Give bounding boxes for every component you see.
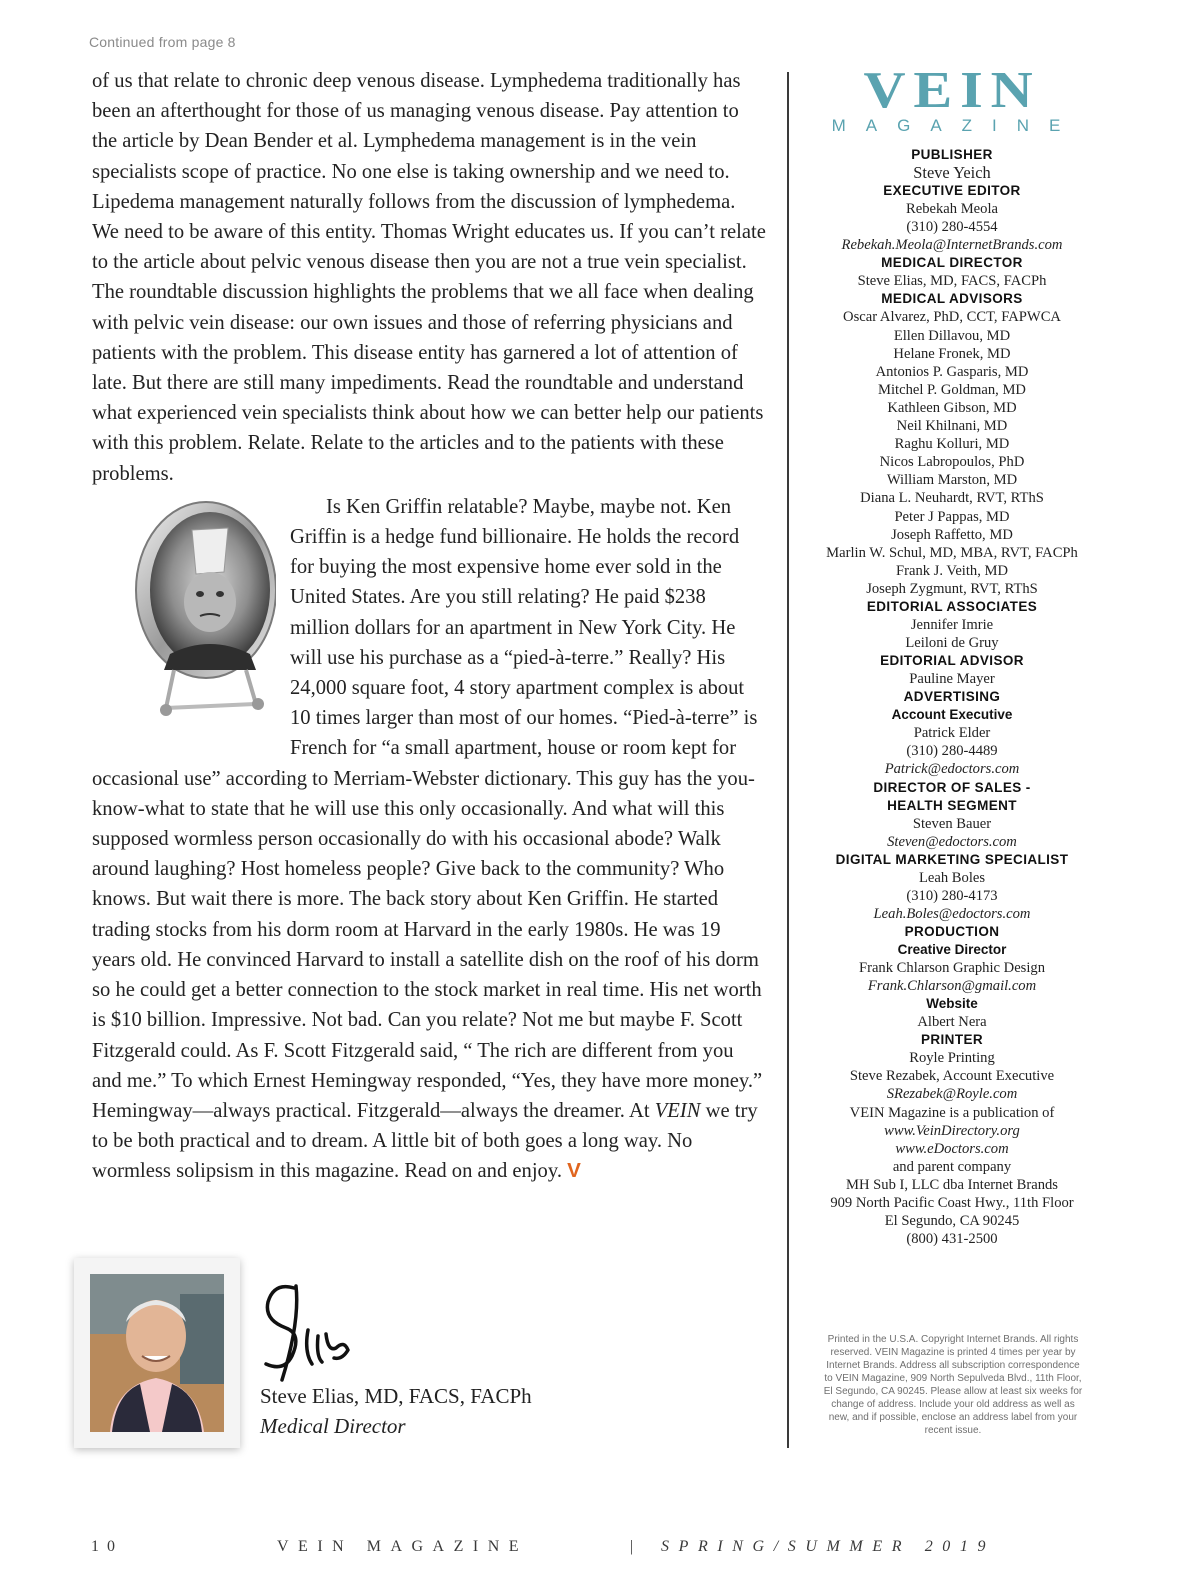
signoff-block	[74, 1258, 594, 1458]
advisor-name: Mitchel P. Goldman, MD	[878, 381, 1026, 398]
printer-contact: Steve Rezabek, Account Executive	[849, 1068, 1055, 1085]
footer-separator: |	[630, 1538, 634, 1555]
company-address-1: 909 North Pacific Coast Hwy., 11th Floor	[830, 1195, 1074, 1212]
advisor-name: Kathleen Gibson, MD	[887, 399, 1017, 416]
advisor-name: Oscar Alvarez, PhD, CCT, FAPWCA	[843, 309, 1061, 326]
med-director-heading: MEDICAL DIRECTOR	[881, 255, 1023, 271]
advisor-name: Joseph Zygmunt, RVT, RThS	[866, 580, 1038, 597]
company-name: MH Sub I, LLC dba Internet Brands	[846, 1176, 1058, 1193]
advisor-name: Helane Fronek, MD	[893, 345, 1011, 362]
exec-editor-email: Rebekah.Meola@InternetBrands.com	[841, 237, 1063, 254]
digital-phone: (310) 280-4173	[906, 887, 998, 904]
exec-editor-heading: EXECUTIVE EDITOR	[883, 183, 1021, 199]
printer-heading: PRINTER	[920, 1032, 984, 1048]
digital-email: Leah.Boles@edoctors.com	[873, 905, 1031, 922]
account-exec-email: Patrick@edoctors.com	[884, 761, 1020, 778]
creative-name: Frank Chlarson Graphic Design	[858, 960, 1046, 976]
masthead	[818, 62, 1086, 1248]
advisor-name: Ellen Dillavou, MD	[893, 327, 1011, 344]
exec-editor-phone: (310) 280-4554	[906, 219, 998, 236]
account-exec-phone: (310) 280-4489	[906, 743, 998, 760]
creative-email: Frank.Chlarson@gmail.com	[867, 978, 1037, 995]
advisor-name: Antonios P. Gasparis, MD	[875, 363, 1029, 380]
article-paragraph-2-end: we try to be both practical and to dream. A little bit of both goes a long way. No wormless solipsism in this magazine. Read on and enjoy.	[92, 1099, 758, 1183]
signature-image	[256, 1272, 366, 1382]
ed-advisor-heading: EDITORIAL ADVISOR	[880, 653, 1024, 669]
printer-name: Royle Printing	[909, 1050, 995, 1067]
masthead-logo-subtitle: MAGAZINE	[831, 116, 1081, 135]
advertising-heading: ADVERTISING	[903, 689, 1001, 705]
advisor-name: Neil Khilnani, MD	[896, 418, 1008, 435]
publisher-heading: PUBLISHER	[911, 147, 993, 162]
exec-editor-name: Rebekah Meola	[906, 201, 998, 218]
column-divider	[787, 72, 789, 1448]
digital-heading: DIGITAL MARKETING SPECIALIST	[835, 851, 1069, 867]
sales-name: Steven Bauer	[912, 815, 992, 832]
url-veindirectory: www.VeinDirectory.org	[884, 1122, 1020, 1139]
sales-email: Steven@edoctors.com	[887, 833, 1017, 850]
parent-note: and parent company	[892, 1158, 1012, 1175]
advisor-name: Nicos Labropoulos, PhD	[879, 454, 1025, 471]
ed-associate-name: Leiloni de Gruy	[905, 635, 999, 652]
vein-italic: VEIN	[654, 1099, 701, 1122]
advisor-name: Joseph Raffetto, MD	[891, 526, 1013, 543]
website-heading: Website	[926, 996, 978, 1012]
footer-issue: SPRING/SUMMER 2019	[661, 1538, 996, 1555]
article-body	[92, 66, 766, 1187]
med-director-name: Steve Elias, MD, FACS, FACPh	[857, 273, 1047, 290]
printer-email: SRezabek@Royle.com	[886, 1086, 1018, 1103]
publication-note: VEIN Magazine is a publication of	[849, 1104, 1055, 1121]
account-exec-name: Patrick Elder	[913, 725, 991, 742]
ed-advisor-name: Pauline Mayer	[909, 671, 995, 688]
footer-magazine: VEIN MAGAZINE	[277, 1538, 529, 1555]
author-photo	[74, 1258, 240, 1448]
signer-name: Steve Elias, MD, FACS, FACPh	[260, 1384, 532, 1408]
creative-heading: Creative Director	[897, 942, 1007, 957]
company-phone: (800) 431-2500	[906, 1231, 998, 1248]
publisher-name: Steve Yeich	[913, 163, 991, 182]
account-exec-heading: Account Executive	[891, 707, 1013, 723]
ed-associate-name: Jennifer Imrie	[910, 616, 994, 633]
advisor-name: Frank J. Veith, MD	[895, 562, 1009, 579]
med-advisors-heading: MEDICAL ADVISORS	[881, 291, 1023, 307]
masthead-logo-title: VEIN	[863, 62, 1041, 119]
legal-notice: Printed in the U.S.A. Copyright Internet Brands. All rights reserved. VEIN Magazine is printed 4 times per year by Internet Brands. Address all subscription correspondence to VEIN Magazine, 909 North Sepulveda Blvd., 11th Floor, El Segundo, CA 90245. Please allow at least six weeks for change of address. Include your old address as well as new, and if possible, enclose an address label from your recent issue.	[823, 1334, 1083, 1436]
website-name: Albert Nera	[917, 1014, 987, 1031]
advisor-name: William Marston, MD	[886, 472, 1018, 489]
advisor-name: Marlin W. Schul, MD, MBA, RVT, FACPh	[826, 544, 1078, 561]
article-paragraph-1: of us that relate to chronic deep venous disease. Lymphedema traditionally has been an afterthought for those of us managing venous disease. Pay attention to the article by Dean Bender et al. Lymphedema management is in the vein specialists scope of practice. No one else is taking ownership and we need to. Lipedema management naturally follows from the discussion of lymphedema. We need to be aware of this entity. Thomas Wright educates us. If you can’t relate to the article about pelvic venous disease then you are not a true vein specialist. The roundtable discussion highlights the problems that we all face when dealing with pelvic vein disease: our own issues and those of referring physicians and patients with the problem. This disease entity has garnered a lot of attention of late. But there are still many impediments. Read the roundtable and understand what experienced vein specialists think about how we can better help our patients with this problem. Relate. Relate to the articles and to the patients with these problems.	[92, 70, 766, 485]
company-address-2: El Segundo, CA 90245	[884, 1213, 1020, 1230]
continued-note: Continued from page 8	[89, 34, 236, 50]
end-mark-v: V	[567, 1159, 581, 1183]
production-heading: PRODUCTION	[904, 924, 1000, 939]
advisor-name: Raghu Kolluri, MD	[894, 436, 1010, 453]
sales-heading-line-1: DIRECTOR OF SALES -	[873, 779, 1031, 795]
advisor-name: Peter J Pappas, MD	[894, 508, 1010, 525]
digital-name: Leah Boles	[918, 869, 986, 886]
mirror-illustration	[106, 494, 276, 734]
signer-title: Medical Director	[260, 1414, 406, 1438]
ed-associates-heading: EDITORIAL ASSOCIATES	[866, 598, 1038, 614]
url-edoctors: www.eDoctors.com	[895, 1140, 1009, 1157]
advisor-name: Diana L. Neuhardt, RVT, RThS	[860, 490, 1044, 507]
article-paragraph-2	[92, 492, 766, 1187]
article-paragraph-2-text: Is Ken Griffin relatable? Maybe, maybe not. Ken Griffin is a hedge fund billionaire. He holds the record for buying the most expensive home ever sold in the United States. Are you still relating? He paid $238 million dollars for an apartment in New York City. He will use his purchase as a “pied-à-terre.” Really? His 24,000 square foot, 4 story apartment complex is about 10 times larger than most of our homes. “Pied-à-terre” is French for “a small apartment, house or room kept for occasional use” according to Merriam-Webster dictionary. This guy has the you-know-what to state that he will use this only occasionally. And what will this supposed wormless person occasionally do with his occasional abode? Walk around laughing? Host homeless people? Give back to the community? Who knows. But wait there is more. The back story about Ken Griffin. He started trading stocks from his dorm room at Harvard in the early 1980s. He was 19 years old. He convinced Harvard to install a satellite dish on the roof of his dorm so he could get a better connection to the stock market in real time. His net worth is $10 billion. Impressive. Not bad. Can you relate? Not me but maybe F. Scott Fitzgerald could. As F. Scott Fitzgerald said, “ The rich are different from you and me.” To which Ernest Hemingway responded, “Yes, they have more money.” Hemingway—always practical. Fitzgerald—always the dreamer. At	[92, 495, 763, 1122]
page-number: 10	[91, 1538, 123, 1555]
sales-heading-line-2: HEALTH SEGMENT	[887, 797, 1017, 813]
